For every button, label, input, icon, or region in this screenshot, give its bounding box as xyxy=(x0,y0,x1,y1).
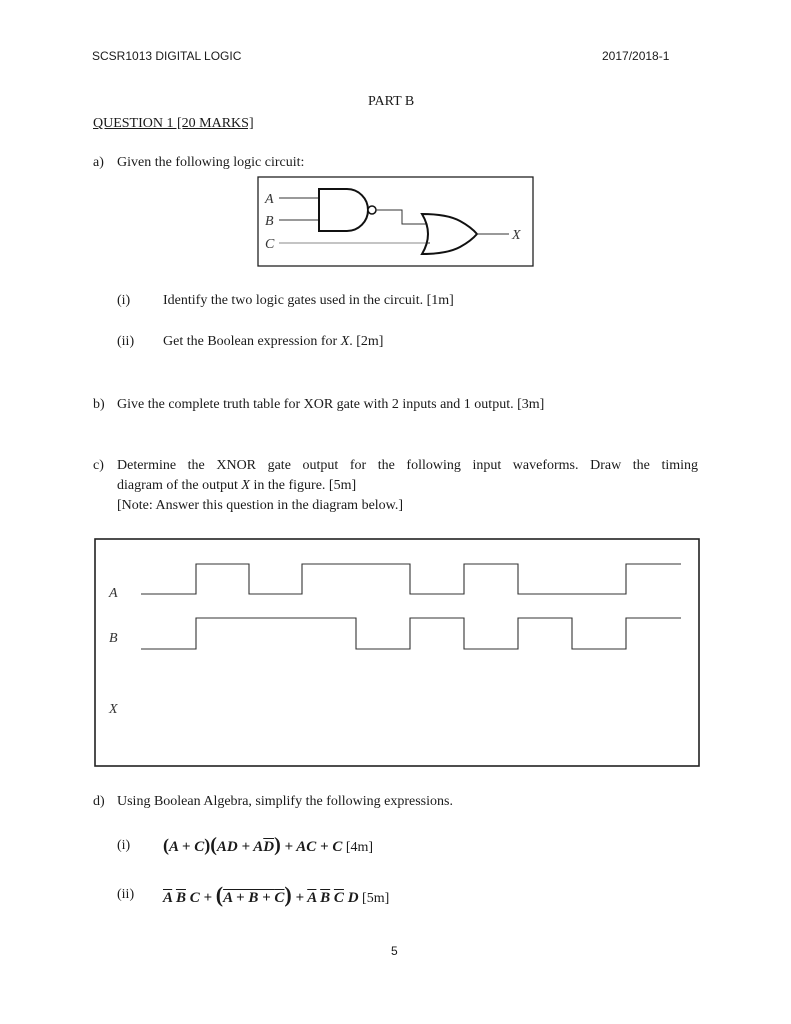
waveform-b xyxy=(141,618,681,649)
qa-item-2-text xyxy=(163,334,383,350)
circuit-frame xyxy=(258,177,533,266)
timing-label-a: A xyxy=(109,586,118,601)
logic-circuit-diagram xyxy=(257,176,535,268)
qd-label: d) xyxy=(93,794,105,809)
wire-nand-out xyxy=(376,210,429,224)
qa-text: Given the following logic circuit: xyxy=(117,155,305,170)
qd-item-2-marks: [5m] xyxy=(362,891,390,906)
circuit-label-b: B xyxy=(265,214,274,229)
qa-item-1-text: Identify the two logic gates used in the circuit. [1m] xyxy=(163,293,454,308)
qc-line2-var: X xyxy=(241,478,250,493)
qc-label: c) xyxy=(93,458,104,473)
expr1-math: $(A + C)(AD + A\overline{D})$ + AC + C xyxy=(163,834,343,856)
qd-item-1-marks: [4m] xyxy=(345,840,374,855)
timing-frame xyxy=(95,539,699,766)
expr2-math: $\overline{A}$ $\overline{B}$ $C + (A + B + C) + \overline{A}$ $\overline{B}$ $\overline{C}$ D xyxy=(163,882,359,907)
timing-label-b: B xyxy=(109,631,118,646)
qd-text: Using Boolean Algebra, simplify the following expressions. xyxy=(117,794,453,809)
part-title: PART B xyxy=(368,94,415,109)
or-gate xyxy=(422,214,477,254)
waveform-a xyxy=(141,564,681,594)
qa-item-2-after: . [2m] xyxy=(349,334,384,349)
timing-diagram xyxy=(94,538,701,768)
qd-item-2-num: (ii) xyxy=(117,887,135,902)
qd-item-1-num: (i) xyxy=(117,838,131,853)
qc-line3: [Note: Answer this question in the diagram below.] xyxy=(117,498,404,513)
qa-item-2-num: (ii) xyxy=(117,334,135,349)
qc-line2 xyxy=(117,478,356,494)
qd-expression-2 xyxy=(163,882,389,908)
header-course: SCSR1013 DIGITAL LOGIC xyxy=(92,49,242,63)
nand-bubble xyxy=(368,206,376,214)
page-number: 5 xyxy=(391,944,398,958)
qa-item-2-before: Get the Boolean expression for xyxy=(163,334,341,349)
qa-label: a) xyxy=(93,155,104,170)
qb-label: b) xyxy=(93,397,105,412)
circuit-label-c: C xyxy=(265,237,275,252)
nand-gate xyxy=(319,189,368,231)
qd-expression-1 xyxy=(163,834,373,857)
timing-label-x: X xyxy=(109,702,118,717)
circuit-label-x: X xyxy=(512,228,521,243)
header-session: 2017/2018-1 xyxy=(602,49,670,63)
qc-line2-before: diagram of the output xyxy=(117,478,242,493)
qa-item-2-var: X xyxy=(340,334,350,349)
qb-text: Give the complete truth table for XOR gate with 2 inputs and 1 output. [3m] xyxy=(117,397,545,412)
qa-item-1-num: (i) xyxy=(117,293,131,308)
qc-line1: Determine the XNOR gate output for the following input waveforms. Draw the timing xyxy=(117,458,698,473)
circuit-label-a: A xyxy=(265,192,274,207)
question-title: QUESTION 1 [20 MARKS] xyxy=(93,116,254,131)
qc-line2-after: in the figure. [5m] xyxy=(249,478,357,493)
